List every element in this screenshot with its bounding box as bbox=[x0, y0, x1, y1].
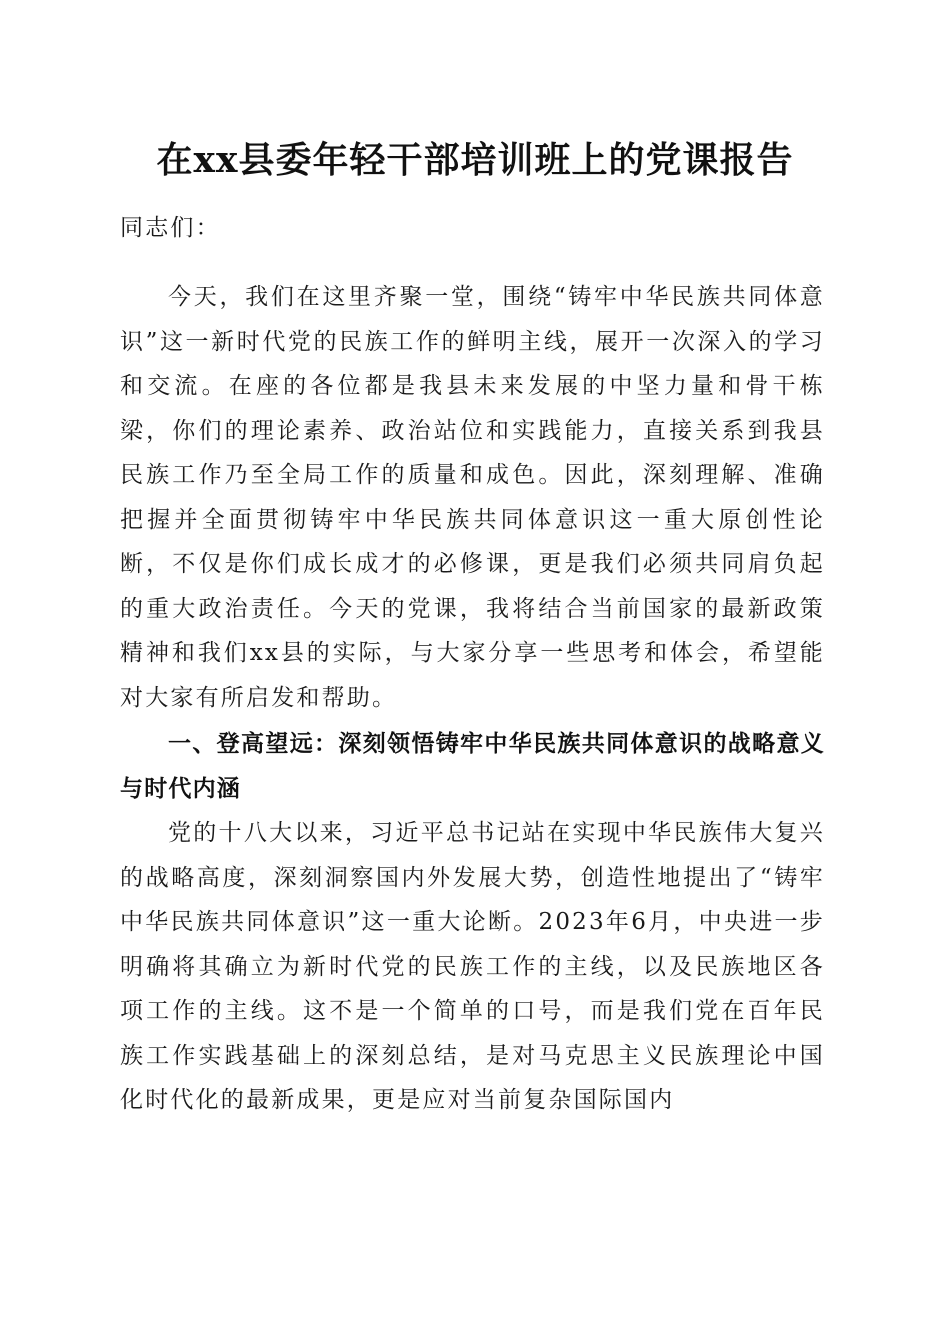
document-title: 在xx县委年轻干部培训班上的党课报告 bbox=[156, 139, 794, 181]
paragraph-section-1: 党的十八大以来，习近平总书记站在实现中华民族伟大复兴的战略高度，深刻洞察国内外发展大势，创造性地提出了“铸牢中华民族共同体意识”这一重大论断。2023年6月，中央进一步明确将其确立为新时代党的民族工作的主线，以及民族地区各项工作的主线。这不是一个简单的口号，而是我们党在百年民族工作实践基础上的深刻总结，是对马克思主义民族理论中国化时代化的最新成果，更是应对当前复杂国际国内 bbox=[120, 820, 825, 1113]
paragraph-intro: 今天，我们在这里齐聚一堂，围绕“铸牢中华民族共同体意识”这一新时代党的民族工作的鲜明主线，展开一次深入的学习和交流。在座的各位都是我县未来发展的中坚力量和骨干栋梁，你们的理论素养、政治站位和实践能力，直接关系到我县民族工作乃至全局工作的质量和成色。因此，深刻理解、准确把握并全面贯彻铸牢中华民族共同体意识这一重大原创性论断，不仅是你们成长成才的必修课，更是我们必须共同肩负起的重大政治责任。今天的党课，我将结合当前国家的最新政策精神和我们xx县的实际，与大家分享一些思考和体会，希望能对大家有所启发和帮助。 bbox=[120, 284, 825, 711]
salutation: 同志们： bbox=[120, 215, 221, 241]
section-heading-1: 一、登高望远：深刻领悟铸牢中华民族共同体意识的战略意义与时代内涵 bbox=[120, 731, 825, 802]
